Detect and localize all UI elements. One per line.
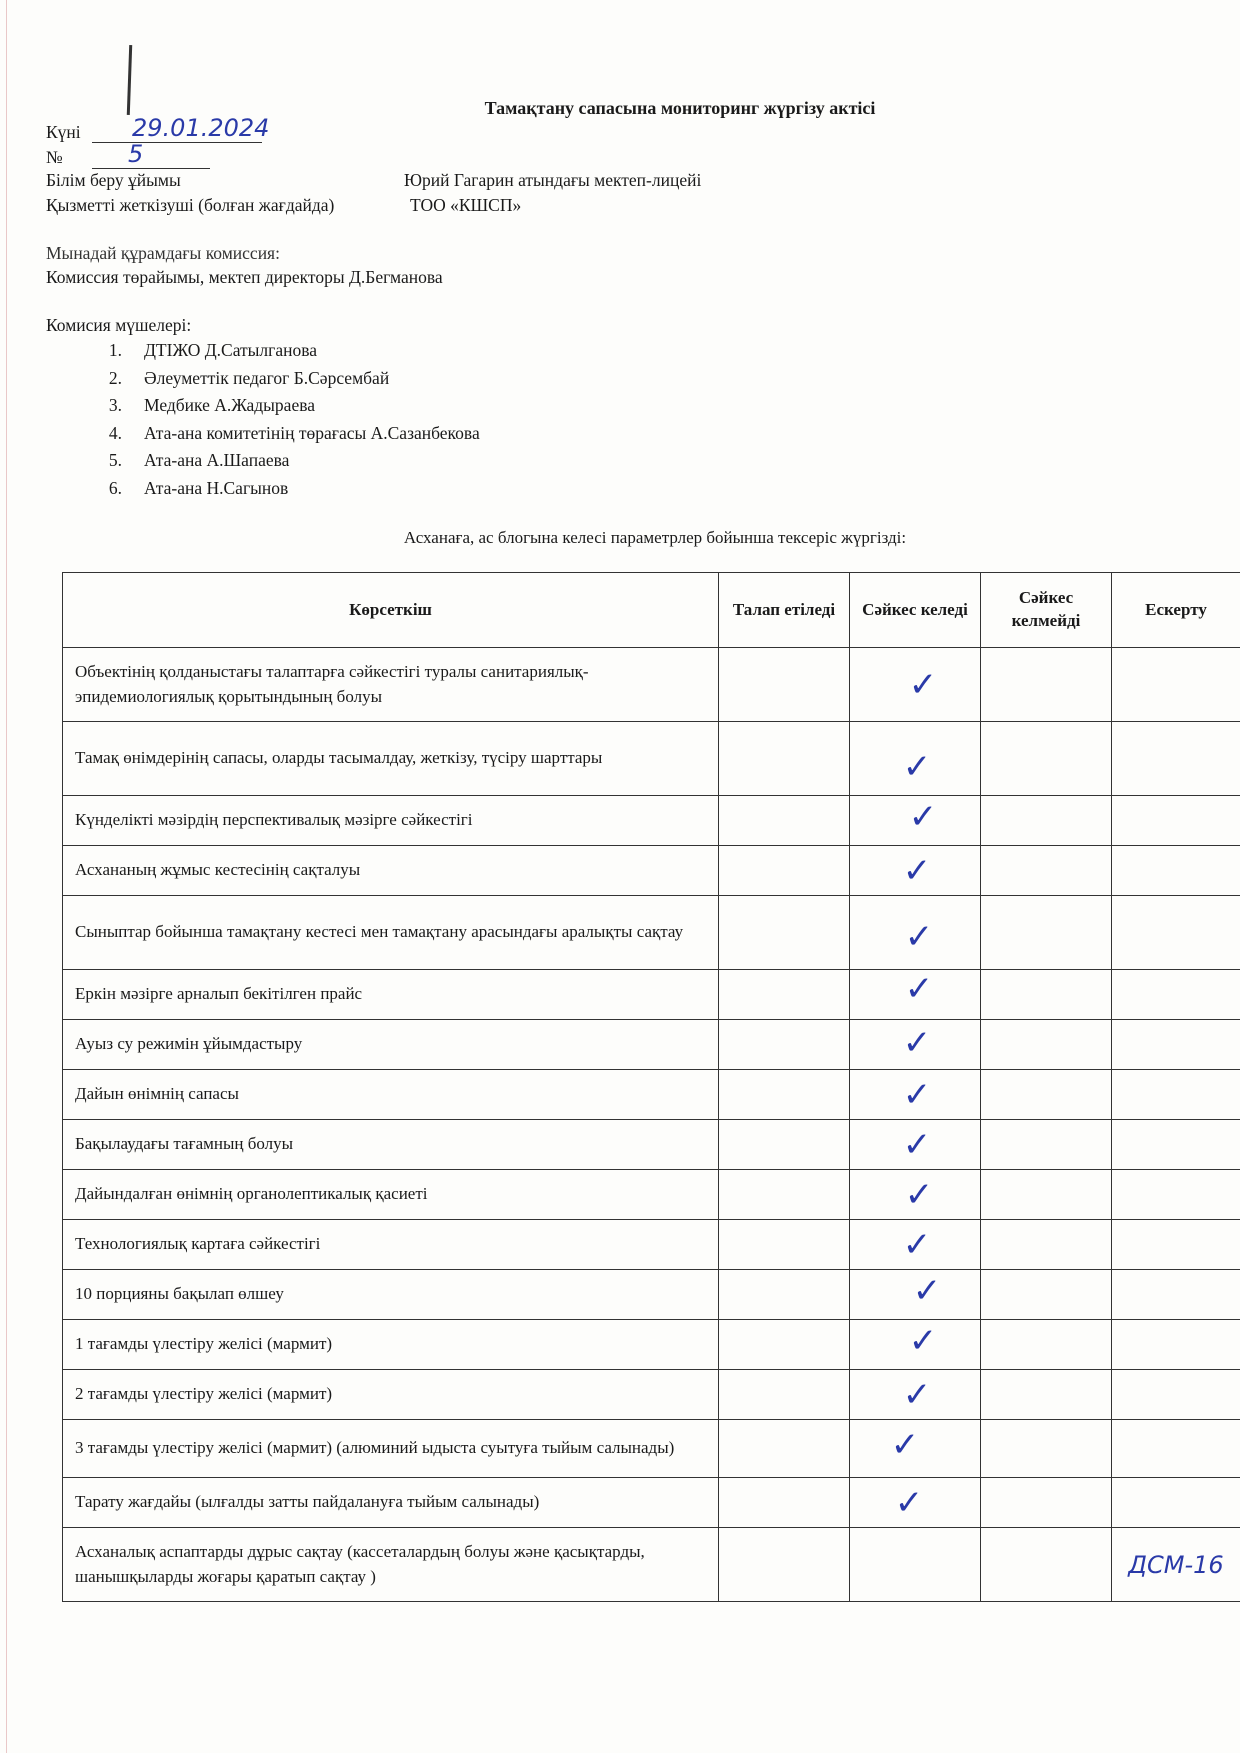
table-row [63, 1120, 1240, 1170]
noncompliant-cell [981, 1320, 1112, 1370]
note-cell [1112, 1320, 1240, 1370]
required-cell [719, 896, 850, 970]
table-row [63, 1528, 1240, 1602]
compliant-cell [850, 1020, 981, 1070]
table-row [63, 722, 1240, 796]
required-cell [719, 648, 850, 722]
noncompliant-cell [981, 796, 1112, 846]
list-item: 1. ДТІЖО Д.Сатылганова [108, 340, 318, 360]
table-row [63, 648, 1240, 722]
table-row [63, 1420, 1240, 1478]
list-item: 3. Медбике А.Жадыраева [108, 395, 316, 416]
inspection-intro: Асханаға, ас блогына келесі параметрлер бойынша тексеріс жүргізді: [403, 528, 907, 547]
list-item: 2. Әлеуметтік педагог Б.Сәрсембай [108, 367, 390, 388]
check-mark: ✓ [902, 1022, 932, 1063]
table-row [63, 846, 1240, 896]
indicator-cell: Асханалық аспаптарды дұрыс сақтау (кассеталардың болуы және қасықтарды, шанышқыларды жоғары қаратып сақтау ) [63, 1528, 719, 1602]
header-indicator: Көрсеткіш [63, 573, 719, 648]
note-cell [1112, 1070, 1240, 1120]
date-value: 29.01.2024 [132, 114, 270, 142]
noncompliant-cell [981, 1070, 1112, 1120]
required-cell [719, 1170, 850, 1220]
date-label: Күні [46, 122, 81, 142]
required-cell [719, 796, 850, 846]
check-mark: ✓ [904, 916, 934, 957]
indicator-cell: Асхананың жұмыс кестесінің сақталуы [63, 846, 719, 896]
table-row [63, 1270, 1240, 1320]
number-label: № [46, 147, 63, 167]
indicator-cell: 3 тағамды үлестіру желісі (мармит) (алюминий ыдыста суытуға тыйым салынады) [63, 1420, 719, 1478]
header-note: Ескерту [1112, 573, 1240, 648]
check-mark: ✓ [890, 1424, 920, 1465]
compliant-cell [850, 1370, 981, 1420]
table-row [63, 1370, 1240, 1420]
note-cell [1112, 796, 1240, 846]
required-cell [719, 1020, 850, 1070]
check-mark: ✓ [908, 796, 938, 837]
number-value: 5 [128, 140, 144, 168]
table-row [63, 896, 1240, 970]
compliant-cell [850, 896, 981, 970]
compliant-cell [850, 796, 981, 846]
note-cell [1112, 1020, 1240, 1070]
document-title: Тамақтану сапасына мониторинг жүргізу актісі [484, 98, 876, 118]
noncompliant-cell [981, 722, 1112, 796]
compliant-cell [850, 1320, 981, 1370]
compliant-cell [850, 846, 981, 896]
noncompliant-cell [981, 846, 1112, 896]
table-row [63, 1020, 1240, 1070]
compliant-cell [850, 1478, 981, 1528]
required-cell [719, 1320, 850, 1370]
noncompliant-cell [981, 1528, 1112, 1602]
margin-line [6, 0, 7, 1753]
required-cell [719, 1220, 850, 1270]
table-header-row [63, 573, 1240, 648]
chairman: Комиссия төрайымы, мектеп директоры Д.Бегманова [46, 267, 443, 287]
note-cell [1112, 846, 1240, 896]
compliant-cell [850, 1270, 981, 1320]
noncompliant-cell [981, 1420, 1112, 1478]
table-row [63, 1170, 1240, 1220]
check-mark: ✓ [908, 664, 938, 705]
table-row [63, 970, 1240, 1020]
noncompliant-cell [981, 1220, 1112, 1270]
noncompliant-cell [981, 1120, 1112, 1170]
note-cell [1112, 970, 1240, 1020]
note-cell [1112, 1220, 1240, 1270]
check-mark: ✓ [904, 1174, 934, 1215]
indicator-cell: Тамақ өнімдерінің сапасы, оларды тасымалдау, жеткізу, түсіру шарттары [63, 722, 719, 796]
indicator-cell: Дайын өнімнің сапасы [63, 1070, 719, 1120]
note-cell [1112, 1170, 1240, 1220]
check-mark: ✓ [902, 1224, 932, 1265]
check-mark: ✓ [902, 1074, 932, 1115]
required-cell [719, 1070, 850, 1120]
indicator-cell: Объектінің қолданыстағы талаптарға сәйкестігі туралы санитариялық-эпидемиологиялық қорытындының болуы [63, 648, 719, 722]
note-cell [1112, 1370, 1240, 1420]
compliant-cell [850, 1220, 981, 1270]
check-mark: ✓ [912, 1270, 942, 1311]
table-row [63, 1320, 1240, 1370]
note-cell [1112, 1120, 1240, 1170]
noncompliant-cell [981, 970, 1112, 1020]
indicator-cell: 2 тағамды үлестіру желісі (мармит) [63, 1370, 719, 1420]
indicator-cell: Бақылаудағы тағамның болуы [63, 1120, 719, 1170]
org-label: Білім беру ұйымы [46, 170, 181, 190]
required-cell [719, 1478, 850, 1528]
indicator-cell: Дайындалған өнімнің органолептикалық қасиеті [63, 1170, 719, 1220]
check-mark: ✓ [902, 746, 932, 787]
check-mark: ✓ [904, 968, 934, 1009]
handwritten-note: ДСМ-16 [1128, 1550, 1224, 1579]
required-cell [719, 1120, 850, 1170]
required-cell [719, 1420, 850, 1478]
indicator-cell: Күнделікті мәзірдің перспективалық мәзірге сәйкестігі [63, 796, 719, 846]
noncompliant-cell [981, 1478, 1112, 1528]
noncompliant-cell [981, 1020, 1112, 1070]
list-item: 4. Ата-ана комитетінің төрағасы А.Сазанбекова [108, 422, 480, 443]
indicator-cell: Сыныптар бойынша тамақтану кестесі мен тамақтану арасындағы аралықты сақтау [63, 896, 719, 970]
members-list [78, 340, 480, 506]
noncompliant-cell [981, 896, 1112, 970]
noncompliant-cell [981, 648, 1112, 722]
note-cell [1112, 722, 1240, 796]
note-cell [1112, 1528, 1240, 1602]
check-mark: ✓ [894, 1482, 924, 1523]
check-mark: ✓ [902, 1124, 932, 1165]
indicator-cell: Ауыз су режимін ұйымдастыру [63, 1020, 719, 1070]
list-item: 5. Ата-ана А.Шапаева [108, 450, 290, 471]
note-cell [1112, 1420, 1240, 1478]
check-mark: ✓ [902, 850, 932, 891]
required-cell [719, 1270, 850, 1320]
members-label: Комисия мүшелері: [46, 315, 192, 335]
indicator-cell: Технологиялық картаға сәйкестігі [63, 1220, 719, 1270]
note-cell [1112, 648, 1240, 722]
org-value: Юрий Гагарин атындағы мектеп-лицейі [404, 170, 702, 190]
note-cell [1112, 1478, 1240, 1528]
required-cell [719, 846, 850, 896]
header-noncompliant: Сәйкес келмейді [981, 573, 1112, 648]
note-cell [1112, 896, 1240, 970]
list-item: 6. Ата-ана Н.Сагынов [108, 477, 289, 498]
supplier-label: Қызметті жеткізуші (болған жағдайда) [46, 195, 335, 215]
header-compliant: Сәйкес келеді [850, 573, 981, 648]
check-mark: ✓ [908, 1320, 938, 1361]
inspection-table [62, 572, 1240, 1602]
compliant-cell [850, 1528, 981, 1602]
required-cell [719, 722, 850, 796]
compliant-cell [850, 970, 981, 1020]
indicator-cell: Тарату жағдайы (ылғалды затты пайдалануға тыйым салынады) [63, 1478, 719, 1528]
compliant-cell [850, 1120, 981, 1170]
number-blank [92, 168, 210, 169]
indicator-cell: 10 порцияны бақылап өлшеу [63, 1270, 719, 1320]
compliant-cell [850, 648, 981, 722]
required-cell [719, 1528, 850, 1602]
supplier-value: ТОО «КШСП» [410, 195, 522, 215]
noncompliant-cell [981, 1370, 1112, 1420]
check-mark: ✓ [902, 1374, 932, 1415]
compliant-cell [850, 1420, 981, 1478]
table-row [63, 1220, 1240, 1270]
required-cell [719, 1370, 850, 1420]
compliant-cell [850, 1070, 981, 1120]
note-cell [1112, 1270, 1240, 1320]
table-row [63, 1478, 1240, 1528]
indicator-cell: Еркін мәзірге арналып бекітілген прайс [63, 970, 719, 1020]
commission-intro: Мынадай құрамдағы комиссия: [46, 243, 280, 263]
date-blank [92, 142, 262, 143]
compliant-cell [850, 1170, 981, 1220]
header-required: Талап етіледі [719, 573, 850, 648]
noncompliant-cell [981, 1270, 1112, 1320]
noncompliant-cell [981, 1170, 1112, 1220]
indicator-cell: 1 тағамды үлестіру желісі (мармит) [63, 1320, 719, 1370]
compliant-cell [850, 722, 981, 796]
table-row [63, 1070, 1240, 1120]
required-cell [719, 970, 850, 1020]
table-row [63, 796, 1240, 846]
